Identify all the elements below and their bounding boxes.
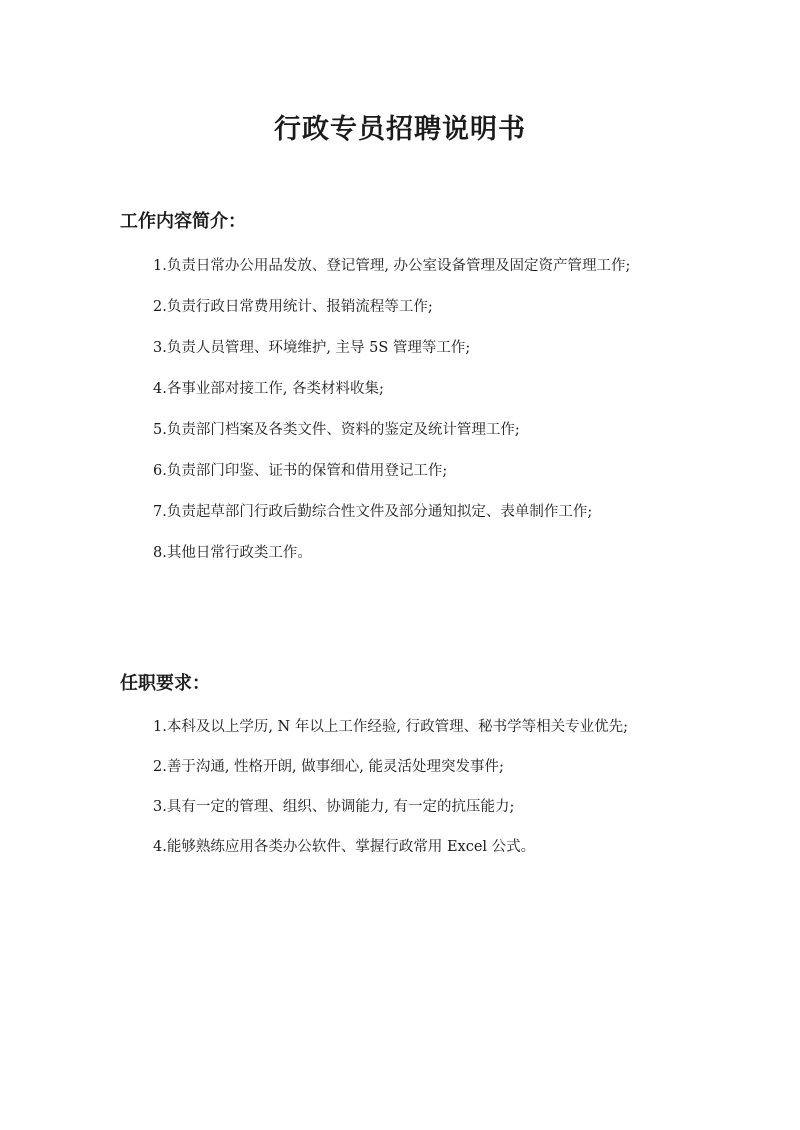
list-item: 1.负责日常办公用品发放、登记管理, 办公室设备管理及固定资产管理工作; — [153, 258, 631, 274]
section-heading-job-content: 工作内容简介： — [120, 211, 246, 232]
list-item: 7.负责起草部门行政后勤综合性文件及部分通知拟定、表单制作工作; — [153, 504, 593, 520]
list-item: 4.各事业部对接工作, 各类材料收集; — [153, 381, 384, 397]
list-item: 6.负责部门印鉴、证书的保管和借用登记工作; — [153, 463, 448, 479]
list-item: 2.负责行政日常费用统计、报销流程等工作; — [153, 299, 433, 315]
list-item: 3.具有一定的管理、组织、协调能力, 有一定的抗压能力; — [153, 799, 515, 815]
page-title: 行政专员招聘说明书 — [274, 114, 526, 145]
requirements-list — [153, 714, 773, 874]
job-content-list — [153, 253, 773, 581]
list-item: 1.本科及以上学历, N 年以上工作经验, 行政管理、秘书学等相关专业优先; — [153, 719, 628, 735]
list-item: 3.负责人员管理、环境维护, 主导 5S 管理等工作; — [153, 340, 471, 356]
section-heading-requirements: 任职要求： — [120, 673, 210, 694]
list-item: 2.善于沟通, 性格开朗, 做事细心, 能灵活处理突发事件; — [153, 759, 504, 775]
list-item: 8.其他日常行政类工作。 — [153, 545, 312, 561]
list-item: 5.负责部门档案及各类文件、资料的鉴定及统计管理工作; — [153, 422, 520, 438]
list-item: 4.能够熟练应用各类办公软件、掌握行政常用 Excel 公式。 — [153, 839, 536, 855]
